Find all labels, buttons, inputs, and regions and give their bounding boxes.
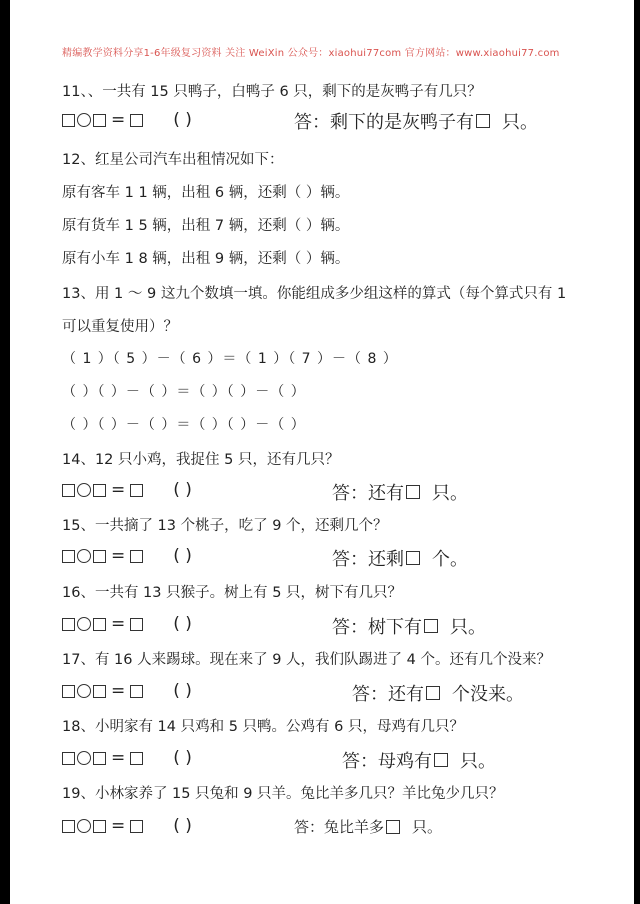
answer-prefix: 答：还剩 <box>332 549 404 570</box>
question-14: 14、12 只小鸡，我捉住 5 只，还有几只？ <box>62 452 340 468</box>
q12-row-3: 原有小车 1 8 辆，出租 9 辆，还剩（ ）辆。 <box>62 251 350 267</box>
operator-circle[interactable] <box>77 819 91 833</box>
operator-circle[interactable] <box>77 684 91 698</box>
blank-box[interactable] <box>62 820 75 833</box>
equation-19 <box>62 816 192 836</box>
blank-box[interactable] <box>62 484 75 497</box>
answer-box[interactable] <box>434 753 448 767</box>
answer-box[interactable] <box>426 686 440 700</box>
answer-box[interactable] <box>386 820 400 834</box>
equation-18 <box>62 748 192 768</box>
left-border <box>0 0 10 904</box>
answer-prefix: 答：还有 <box>332 483 404 504</box>
equals-sign: = <box>111 546 126 566</box>
blank-box[interactable] <box>93 114 106 127</box>
question-18: 18、小明家有 14 只鸡和 5 只鸭。公鸡有 6 只，母鸡有几只？ <box>62 719 465 735</box>
answer-box[interactable] <box>476 114 490 128</box>
answer-11 <box>294 108 538 134</box>
blank-box[interactable] <box>62 685 75 698</box>
blank-box[interactable] <box>93 820 106 833</box>
operator-circle[interactable] <box>77 113 91 127</box>
question-17: 17、有 16 人来踢球。现在来了 9 人，我们队踢进了 4 个。还有几个没来？ <box>62 652 552 668</box>
operator-circle[interactable] <box>77 483 91 497</box>
equals-sign: = <box>111 748 126 768</box>
unit-paren[interactable]: ( ) <box>173 681 192 701</box>
equals-sign: = <box>111 681 126 701</box>
answer-box[interactable] <box>406 485 420 499</box>
operator-circle[interactable] <box>77 549 91 563</box>
blank-box[interactable] <box>130 618 143 631</box>
answer-suffix: 个没来。 <box>452 684 524 705</box>
q13-blank-row-2[interactable]: （ ）（ ）－（ ）＝（ ）（ ）－（ ） <box>62 417 306 433</box>
answer-suffix: 个。 <box>432 549 468 570</box>
answer-suffix: 只。 <box>412 818 443 836</box>
blank-box[interactable] <box>130 550 143 563</box>
unit-paren[interactable]: ( ) <box>173 110 192 130</box>
blank-box[interactable] <box>130 752 143 765</box>
question-11: 11、、一共有 15 只鸭子，白鸭子 6 只，剩下的是灰鸭子有几只？ <box>62 84 482 100</box>
right-border <box>634 0 640 904</box>
answer-17 <box>352 680 524 706</box>
equation-17 <box>62 681 192 701</box>
page-header: 精编教学资料分享1-6年级复习资料 关注 WeiXin 公众号：xiaohui77com 官方网站：www.xiaohui77.com <box>62 48 560 59</box>
question-15: 15、一共摘了 13 个桃子，吃了 9 个，还剩几个？ <box>62 518 388 534</box>
answer-18 <box>342 747 496 773</box>
equals-sign: = <box>111 110 126 130</box>
blank-box[interactable] <box>62 550 75 563</box>
equation-16 <box>62 614 192 634</box>
question-13-line1: 13、用 1 ～ 9 这九个数填一填。你能组成多少组这样的算式（每个算式只有 1 <box>62 286 567 302</box>
question-12: 12、红星公司汽车出租情况如下： <box>62 152 284 168</box>
answer-prefix: 答：树下有 <box>332 617 422 638</box>
blank-box[interactable] <box>93 618 106 631</box>
question-19: 19、小林家养了 15 只兔和 9 只羊。兔比羊多几只？羊比兔少几只？ <box>62 786 504 802</box>
equation-11 <box>62 110 192 130</box>
blank-box[interactable] <box>130 484 143 497</box>
answer-box[interactable] <box>424 619 438 633</box>
answer-suffix: 只。 <box>432 483 468 504</box>
blank-box[interactable] <box>93 484 106 497</box>
answer-16 <box>332 613 486 639</box>
answer-box[interactable] <box>406 551 420 565</box>
q13-example-row: （ 1 ）（ 5 ）－（ 6 ）＝（ 1 ）（ 7 ）－（ 8 ） <box>62 351 398 367</box>
unit-paren[interactable]: ( ) <box>173 546 192 566</box>
q12-row-2: 原有货车 1 5 辆，出租 7 辆，还剩（ ）辆。 <box>62 218 350 234</box>
answer-suffix: 只。 <box>450 617 486 638</box>
blank-box[interactable] <box>130 114 143 127</box>
blank-box[interactable] <box>130 820 143 833</box>
answer-suffix: 只。 <box>502 112 538 133</box>
operator-circle[interactable] <box>77 617 91 631</box>
equation-15 <box>62 546 192 566</box>
blank-box[interactable] <box>130 685 143 698</box>
answer-prefix: 答：兔比羊多 <box>294 818 385 836</box>
question-13-line2: 可以重复使用）？ <box>62 319 178 335</box>
q13-blank-row-1[interactable]: （ ）（ ）－（ ）＝（ ）（ ）－（ ） <box>62 384 306 400</box>
worksheet-page <box>10 0 634 904</box>
blank-box[interactable] <box>62 618 75 631</box>
blank-box[interactable] <box>93 685 106 698</box>
operator-circle[interactable] <box>77 751 91 765</box>
answer-prefix: 答：剩下的是灰鸭子有 <box>294 112 474 133</box>
answer-19 <box>294 816 442 837</box>
unit-paren[interactable]: ( ) <box>173 480 192 500</box>
equals-sign: = <box>111 480 126 500</box>
blank-box[interactable] <box>62 752 75 765</box>
equals-sign: = <box>111 816 126 836</box>
equation-14 <box>62 480 192 500</box>
answer-prefix: 答：母鸡有 <box>342 751 432 772</box>
answer-prefix: 答：还有 <box>352 684 424 705</box>
answer-15 <box>332 545 468 571</box>
unit-paren[interactable]: ( ) <box>173 614 192 634</box>
blank-box[interactable] <box>93 752 106 765</box>
answer-14 <box>332 479 468 505</box>
blank-box[interactable] <box>93 550 106 563</box>
unit-paren[interactable]: ( ) <box>173 816 192 836</box>
unit-paren[interactable]: ( ) <box>173 748 192 768</box>
answer-suffix: 只。 <box>460 751 496 772</box>
question-16: 16、一共有 13 只猴子。树上有 5 只，树下有几只？ <box>62 585 403 601</box>
q12-row-1: 原有客车 1 1 辆，出租 6 辆，还剩（ ）辆。 <box>62 185 350 201</box>
blank-box[interactable] <box>62 114 75 127</box>
equals-sign: = <box>111 614 126 634</box>
